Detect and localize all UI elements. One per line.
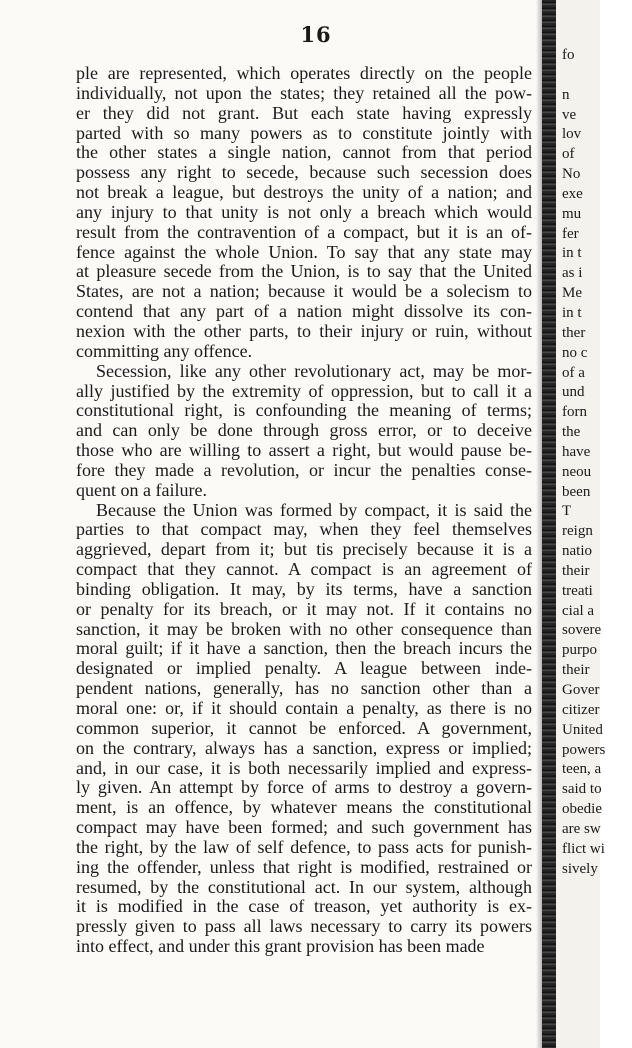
facing-text-fragment: treati (562, 582, 593, 599)
facing-text-fragment: said to (562, 781, 602, 798)
text-line: moral guilt; if it have a sanction, then the breach incurs the (76, 638, 532, 659)
facing-text-fragment: powers (562, 741, 606, 758)
text-line: States, are not a nation; because it would be a solecism to (76, 281, 532, 302)
facing-text-fragment: Gover (562, 682, 600, 698)
facing-text-fragment: no c (562, 344, 588, 361)
facing-text-fragment: n (562, 86, 570, 103)
text-line: ally justified by the extremity of oppression, but to call it a (76, 380, 532, 401)
text-line: on the contrary, always has a sanction, express or implied; (76, 737, 532, 758)
facing-text-fragment (562, 66, 605, 86)
text-line: nexion with the other parts, to their injury or ruin, without (76, 320, 532, 341)
facing-text-fragment: cial a (562, 602, 595, 619)
text-line: fore they made a revolution, or incur the penalties conse- (76, 459, 532, 480)
facing-text-fragment: und (562, 384, 585, 401)
facing-text-fragment: exe (562, 185, 583, 202)
facing-page-text (562, 46, 605, 879)
text-line: constitutional right, is confounding the meaning of terms; (76, 400, 532, 421)
text-line: or penalty for its breach, or it may not. If it contains no (76, 598, 532, 619)
facing-text-fragment: their (562, 662, 590, 679)
text-line: and can only be done through gross error, or to deceive (76, 420, 532, 441)
facing-text-fragment: sovere (562, 622, 602, 639)
text-line: binding obligation. It may, by its terms, have a sanction (76, 578, 532, 599)
facing-text-fragment: fer (562, 225, 579, 242)
text-line: ly given. An attempt by force of arms to destroy a govern- (76, 777, 532, 798)
text-line: aggrieved, depart from it; but tis precisely because it is a (76, 539, 532, 560)
facing-text-fragment: No (562, 166, 581, 183)
text-line: any injury to that unity is not only a breach which would (76, 201, 532, 222)
facing-text-fragment: flict wi (562, 840, 605, 857)
text-line: those who are willing to assert a right, but would pause be- (76, 440, 532, 461)
text-line: into effect, and under this grant provision has been made (76, 936, 485, 957)
body-text (76, 64, 532, 957)
text-line: compact that they cannot. A compact is an agreement of (76, 559, 532, 580)
text-line: ple are represented, which operates directly on the people (76, 63, 532, 83)
text-line: not break a league, but destroys the unity of a nation; and (76, 182, 532, 203)
text-line: resumed, by the constitutional act. In our system, although (76, 876, 532, 897)
text-line: pendent nations, generally, has no sanction other than a (76, 678, 532, 699)
text-line: common superior, it cannot be enforced. A government, (76, 717, 532, 738)
text-line: ment, is an offence, by whatever means the constitutional (76, 797, 532, 818)
text-line: ing the offender, unless that right is modified, restrained or (76, 856, 532, 877)
facing-text-fragment: lov (562, 126, 582, 143)
facing-text-fragment: citizer (562, 701, 600, 718)
facing-text-fragment: forn (562, 404, 587, 421)
page-number: 16 (300, 22, 332, 47)
text-line: parted with so many powers as to constitute jointly with (76, 122, 532, 143)
facing-text-fragment: Me (562, 285, 582, 302)
facing-text-fragment: teen, a (562, 761, 602, 778)
facing-text-fragment: reign (562, 523, 593, 540)
text-line: committing any offence. (76, 340, 253, 361)
text-line: Because the Union was formed by compact, it is said the (96, 499, 532, 520)
facing-text-fragment: United (562, 721, 603, 738)
facing-text-fragment: of (562, 146, 575, 163)
text-line: pressly given to pass all laws necessary to carry its powers (76, 916, 532, 937)
text-line: the other states a single nation, cannot from that period (76, 142, 532, 163)
facing-text-fragment: ther (562, 324, 586, 341)
facing-text-fragment: ve (562, 106, 577, 123)
facing-text-fragment: mu (562, 205, 582, 222)
text-line: individually, not upon the states; they retained all the pow- (76, 82, 532, 103)
facing-text-fragment: T (562, 503, 572, 520)
facing-text-fragment: their (562, 562, 590, 579)
text-line: parties to that compact may, when they feel themselves (76, 519, 532, 540)
text-line: and, in our case, it is both necessarily implied and express- (76, 757, 532, 778)
text-line: contend that any part of a nation might dissolve its con- (76, 301, 532, 322)
facing-text-fragment: in t (562, 245, 582, 262)
facing-text-fragment: natio (562, 543, 592, 560)
text-line: the right, by the law of self defence, to pass acts for punish- (76, 836, 532, 857)
facing-text-fragment: purpo (562, 642, 597, 659)
text-line: sanction, it may be broken with no other consequence than (76, 618, 532, 639)
facing-text-fragment: have (562, 443, 591, 460)
facing-text-fragment: sively (562, 860, 598, 877)
facing-text-fragment: as i (562, 265, 583, 282)
facing-text-fragment: been (562, 483, 591, 500)
text-line: moral one: or, if it should contain a penalty, as there is no (76, 698, 532, 718)
text-line: Secession, like any other revolutionary act, may be mor- (96, 360, 532, 381)
facing-text-fragment: neou (562, 463, 592, 480)
book-gutter (542, 0, 556, 1048)
facing-page (556, 0, 606, 1048)
text-line: designated or implied penalty. A league between inde- (76, 658, 532, 679)
text-line: compact may have been formed; and such government has (76, 817, 532, 838)
text-line: it is modified in the case of treason, yet authority is ex- (76, 896, 532, 917)
facing-text-fragment: obedie (562, 801, 602, 818)
facing-text-fragment: of a (562, 364, 585, 381)
text-line: fence against the whole Union. To say that any state may (76, 241, 532, 262)
facing-text-fragment: in t (562, 304, 582, 321)
facing-text-fragment: fo (562, 47, 575, 63)
text-line: quent on a failure. (76, 479, 207, 500)
facing-text-fragment: the (562, 424, 581, 441)
text-line: at pleasure secede from the Union, is to say that the United (76, 261, 532, 282)
facing-text-fragment: are sw (562, 820, 601, 837)
text-line: result from the contravention of a compact, but it is an of- (76, 221, 532, 242)
text-line: er they did not grant. But each state having expressly (76, 102, 532, 123)
text-line: possess any right to secede, because such secession does (76, 162, 532, 183)
